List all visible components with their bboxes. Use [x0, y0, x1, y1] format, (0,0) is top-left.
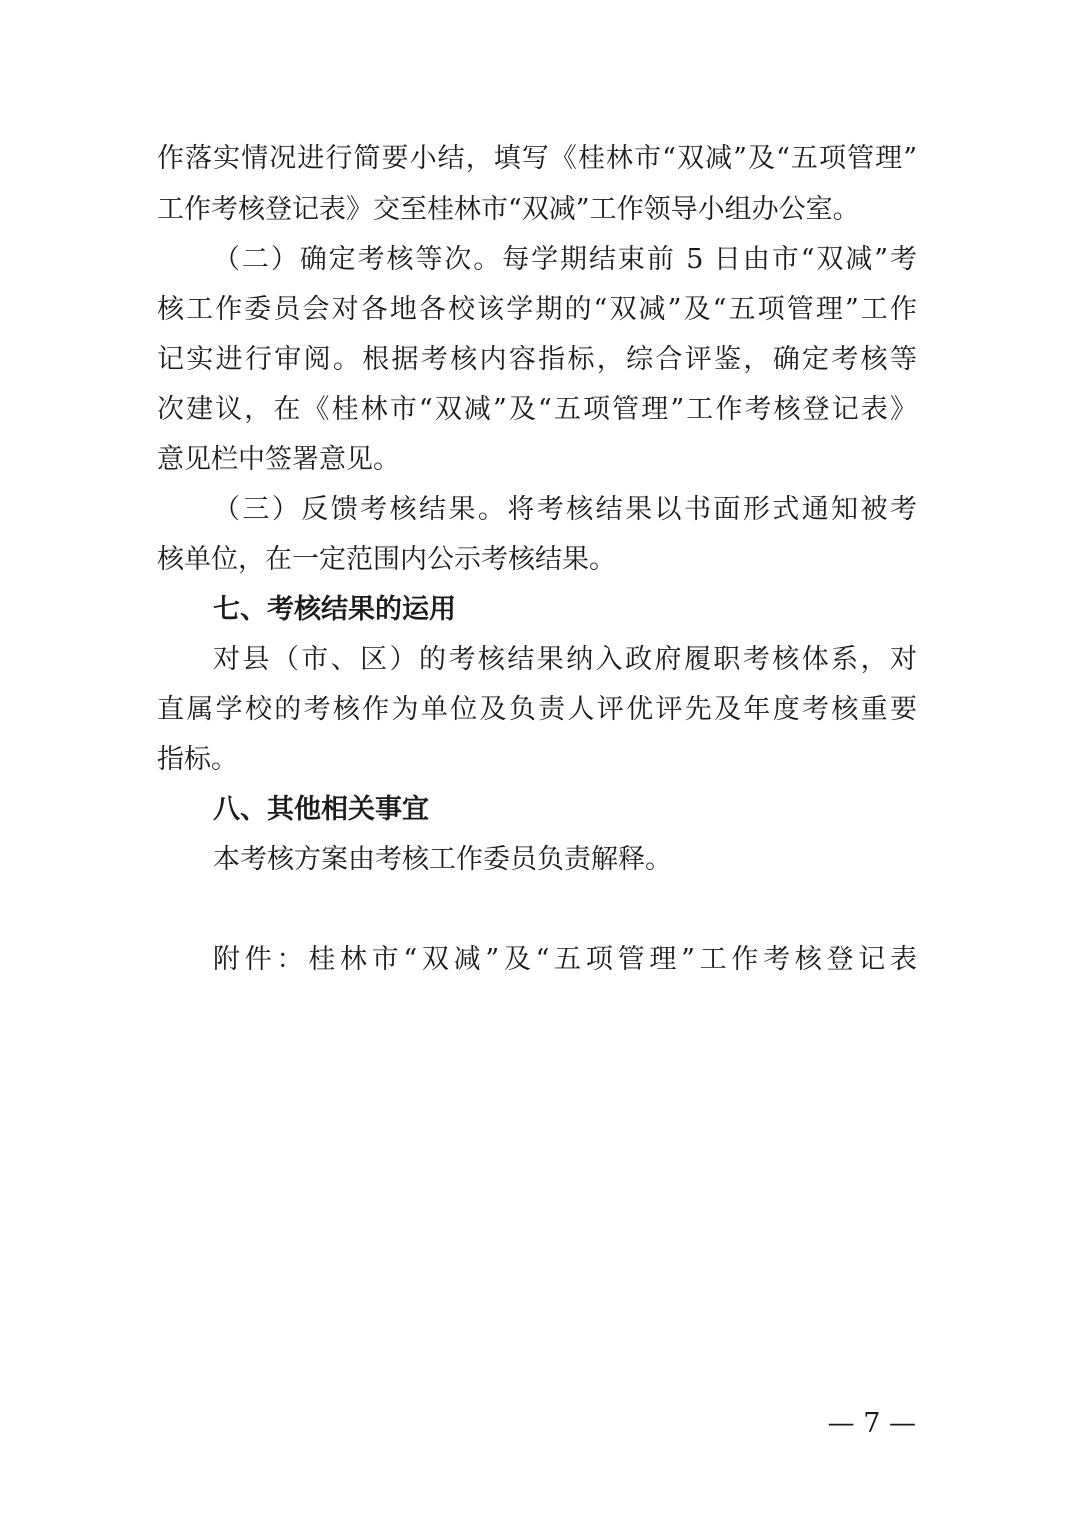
- attachment-line: 附件：桂林市“双减”及“五项管理”工作考核登记表: [213, 944, 917, 975]
- body-text-line: 作落实情况进行简要小结，填写《桂林市“双减”及“五项管理”: [157, 143, 917, 174]
- body-text-line: 意见栏中签署意见。: [157, 444, 400, 475]
- section-heading: 七、考核结果的运用: [213, 594, 456, 625]
- body-text-line: 对县（市、区）的考核结果纳入政府履职考核体系，对: [213, 644, 917, 675]
- body-text-line: 记实进行审阅。根据考核内容指标，综合评鉴，确定考核等: [157, 344, 917, 375]
- body-text-line: 直属学校的考核作为单位及负责人评优评先及年度考核重要: [157, 694, 917, 725]
- body-text-line: 指标。: [157, 744, 238, 775]
- page-number: — 7 —: [827, 1408, 916, 1439]
- body-text-line: 工作考核登记表》交至桂林市“双减”工作领导小组办公室。: [157, 194, 860, 225]
- subsection-paragraph-start: （三）反馈考核结果。将考核结果以书面形式通知被考: [213, 494, 917, 525]
- subsection-paragraph-start: （二）确定考核等次。每学期结束前 5 日由市“双减”考: [213, 244, 917, 275]
- section-heading: 八、其他相关事宜: [213, 794, 429, 825]
- body-text-line: 次建议，在《桂林市“双减”及“五项管理”工作考核登记表》: [157, 394, 917, 425]
- body-text-line: 本考核方案由考核工作委员负责解释。: [213, 844, 672, 875]
- body-text-line: 核单位，在一定范围内公示考核结果。: [157, 544, 616, 575]
- body-text-line: 核工作委员会对各地各校该学期的“双减”及“五项管理”工作: [157, 294, 917, 325]
